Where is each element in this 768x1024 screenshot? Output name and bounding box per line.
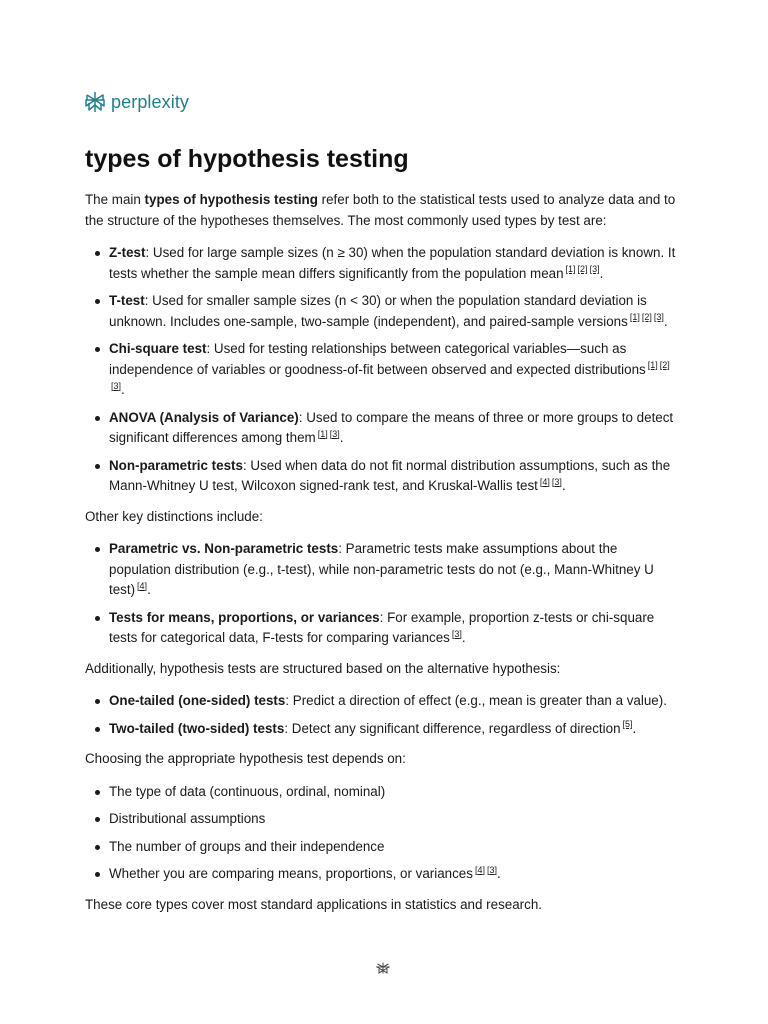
brand[interactable] [85,88,681,116]
intro-before: The main [85,192,145,207]
list-item-text: Distributional assumptions [109,811,266,826]
list-item-text: : For example, proportion z-tests or chi-square tests for categorical data, F-tests for comparing variances [109,609,655,645]
list-item [109,719,681,740]
list-item [109,408,681,449]
other-intro: Other key distinctions include: [85,508,263,524]
citation-link[interactable]: [3] [111,380,122,391]
list-item [109,691,681,712]
citation-link[interactable]: [1] [565,264,576,275]
list-item-term: One-tailed (one-sided) tests [109,693,286,708]
list-item-end: . [663,313,668,329]
list-item-term: Z-test [109,245,146,260]
citation-link[interactable]: [4] [137,580,148,591]
list-item [109,864,681,885]
list-item [109,243,681,284]
citation-link[interactable]: [1] [317,428,328,439]
perplexity-logo-icon [376,962,390,974]
list-item-text: : Used for testing relationships between categorical variables—such as independence of variables or goodness-of-fit between observed and expected distributions [109,341,646,377]
page-title: types of hypothesis testing [85,145,409,173]
citation-link[interactable]: [4] [474,864,485,875]
citation-link[interactable]: [4] [539,476,550,487]
list-item-end: . [121,382,125,397]
tails-list [85,691,681,739]
list-item-end: . [497,866,501,881]
list-item-end: . [599,265,604,281]
intro-after: refer both to the statistical tests used to analyze data and to the structure of the hypotheses themselves. The most commonly used types by test are: [85,192,676,228]
citation-link[interactable]: [2] [577,264,588,275]
list-item-text: The number of groups and their independence [109,838,385,854]
list-item-text: : Used when data do not fit normal distribution assumptions, such as the Mann-Whitney U test, Wilcoxon signed-rank test, and Kruskal-Wallis test [109,457,671,493]
list-item-text: : Detect any significant difference, regardless of direction [284,720,621,736]
list-item-text: : Used to compare the means of three or more groups to detect significant differences among them [109,409,674,445]
tests-list [85,243,681,497]
list-item-term: Chi-square test [109,341,207,356]
list-item-end: . [561,478,566,493]
list-item-term: Two-tailed (two-sided) tests [109,720,285,736]
list-item-end: . [632,720,637,736]
list-item-term: Parametric vs. Non-parametric tests [109,541,339,556]
distinctions-list [85,539,681,649]
citation-link[interactable]: [2] [641,312,652,323]
citation-link[interactable]: [1] [647,360,658,371]
list-item-term: Non-parametric tests [109,457,243,473]
intro-bold: types of hypothesis testing [144,192,318,207]
citation-link[interactable]: [3] [329,428,340,439]
choose-intro: Choosing the appropriate hypothesis test depends on: [85,751,406,766]
list-item [109,539,681,601]
brand-name: perplexity [111,91,190,112]
list-item [109,608,681,649]
list-item-term: Tests for means, proportions, or variances [109,609,380,625]
citation-link[interactable]: [3] [451,628,462,639]
list-item-term: ANOVA (Analysis of Variance) [109,409,299,425]
list-item [109,456,681,497]
factors-list [85,782,681,885]
list-item [109,291,681,332]
list-item-text: : Used for smaller sample sizes (n < 30) or when the population standard deviation is unknown. Includes one-sample, two-sample (independent), and paired-sample versions [109,293,647,329]
citation-link[interactable]: [1] [629,312,640,323]
perplexity-logo-icon [85,91,105,113]
citation-link[interactable]: [3] [589,264,600,275]
list-item [109,809,681,830]
citation-link[interactable]: [3] [486,864,497,875]
citation-link[interactable]: [3] [551,476,562,487]
list-item-end: . [461,630,466,645]
list-item [109,782,681,803]
list-item-text: : Predict a direction of effect (e.g., mean is greater than a value). [285,693,667,708]
list-item-term: T-test [109,293,145,308]
list-item-text: Whether you are comparing means, proportions, or variances [109,866,473,881]
intro-paragraph [85,190,681,231]
list-item-text: : Parametric tests make assumptions about the population distribution (e.g., t-test), while non-parametric tests do not (e.g., Mann-Whitney U test) [109,541,654,597]
list-item-end: . [147,582,151,597]
list-item [109,837,681,858]
citation-link[interactable]: [2] [659,360,670,371]
alt-intro: Additionally, hypothesis tests are structured based on the alternative hypothesis: [85,660,561,676]
conclusion: These core types cover most standard applications in statistics and research. [85,896,542,912]
list-item-text: : Used for large sample sizes (n ≥ 30) when the population standard deviation is known. It tests whether the sample mean differs significantly from the population mean [109,245,676,281]
list-item [109,339,681,401]
list-item-text: The type of data (continuous, ordinal, nominal) [109,783,386,799]
citation-link[interactable]: [3] [653,312,664,323]
list-item-end: . [339,430,344,445]
citation-link[interactable]: [5] [622,719,633,730]
answer-page [85,88,681,927]
